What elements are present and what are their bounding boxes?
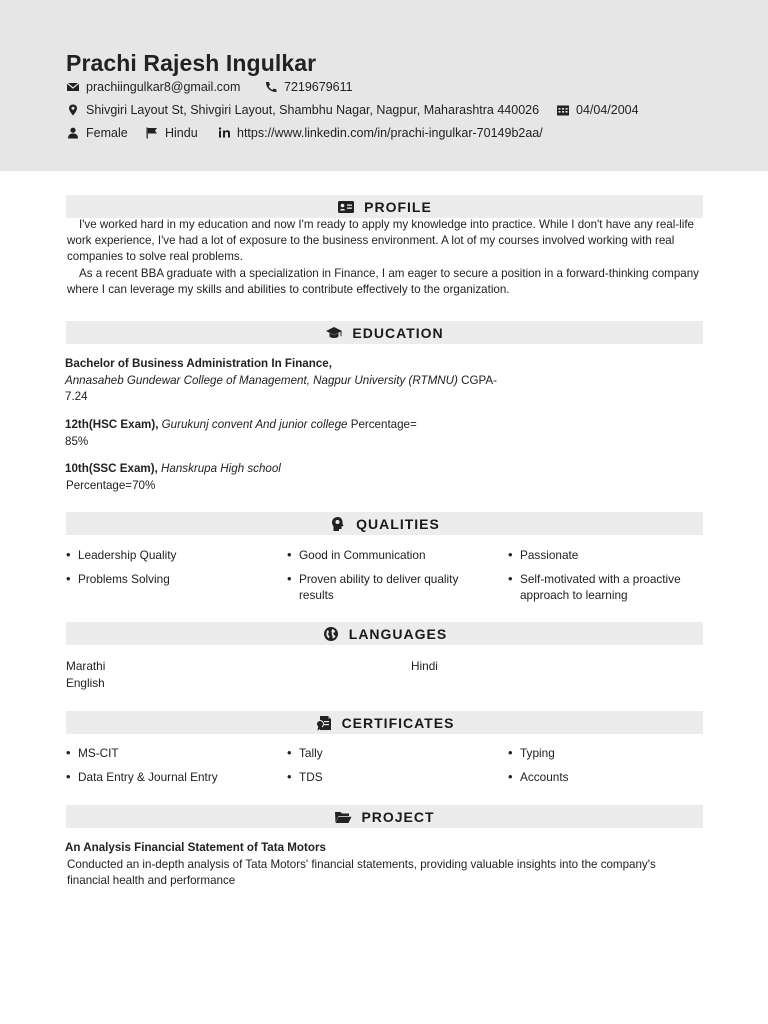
quality-text: Self-motivated with a proactive approach to learning: [520, 572, 681, 602]
list-item: • MS-CIT: [66, 745, 119, 760]
score-label: CGPA-: [457, 373, 497, 387]
address-line: [66, 103, 539, 117]
email-line: [66, 80, 240, 94]
linkedin-url[interactable]: https://www.linkedin.com/in/prachi-ingulkar-70149b2aa/: [237, 126, 543, 140]
score-value: 85%: [65, 434, 89, 448]
list-item: • Problems Solving: [66, 571, 170, 586]
score-label: Percentage=: [347, 418, 417, 431]
list-item: • Tally: [287, 745, 323, 760]
institution-name: Gurukunj convent And junior college: [161, 418, 348, 431]
person-icon: [66, 127, 80, 139]
education-item: [65, 417, 465, 450]
list-item: • TDS: [287, 769, 323, 784]
phone-text[interactable]: 7219679611: [284, 80, 353, 94]
score-value: Percentage=70%: [66, 478, 156, 492]
project-section-header: [66, 805, 703, 828]
list-item: • Accounts: [508, 769, 569, 784]
education-item: [65, 461, 465, 494]
quality-text: Leadership Quality: [78, 548, 177, 562]
project-name: An Analysis Financial Statement of Tata Motors: [65, 841, 326, 854]
language-item: English: [66, 676, 105, 690]
institution-name: Hanskrupa High school: [161, 462, 281, 475]
graduation-cap-icon: [325, 325, 343, 341]
religion-text: Hindu: [165, 126, 198, 140]
certificate-text: Tally: [299, 746, 323, 760]
list-item: • Good in Communication: [287, 547, 426, 562]
institution-name: Annasaheb Gundewar College of Management, Nagpur University (RTMNU): [65, 373, 458, 387]
language-item: Marathi: [66, 659, 106, 673]
folder-open-icon: [334, 809, 352, 825]
religion-line: [145, 126, 198, 140]
quality-text: Passionate: [520, 548, 579, 562]
languages-title: LANGUAGES: [348, 625, 448, 642]
calendar-icon: [556, 104, 570, 116]
envelope-icon: [66, 81, 80, 93]
qualities-section-header: [66, 512, 703, 535]
certificate-text: Accounts: [520, 770, 569, 784]
phone-icon: [264, 81, 278, 93]
phone-line: [264, 80, 353, 94]
list-item: • Leadership Quality: [66, 547, 177, 562]
language-item: Hindi: [411, 659, 438, 673]
dob-line: [556, 103, 639, 117]
certificate-text: Typing: [520, 746, 555, 760]
languages-section-header: [66, 622, 703, 645]
list-item: • Typing: [508, 745, 555, 760]
profile-summary: [67, 217, 707, 298]
resume-header: [0, 0, 768, 171]
project-item: [65, 840, 705, 890]
certificate-text: MS-CIT: [78, 746, 119, 760]
certificate-icon: [315, 715, 333, 731]
list-item: • Passionate: [508, 547, 579, 562]
flag-icon: [145, 127, 159, 139]
address-text: Shivgiri Layout St, Shivgiri Layout, Shambhu Nagar, Nagpur, Maharashtra 440026: [86, 103, 540, 117]
degree-name: Bachelor of Business Administration In Finance,: [65, 357, 332, 370]
quality-text: Problems Solving: [78, 572, 170, 586]
quality-text: Good in Communication: [299, 548, 426, 562]
score-value: 7.24: [65, 390, 88, 403]
gender-line: [66, 126, 128, 140]
profile-paragraph-2: As a recent BBA graduate with a specialization in Finance, I am eager to secure a position in a forward-thinking company where I can leverage my skills and abilities to contribute effectively to the organization.: [67, 266, 699, 296]
list-item: • Proven ability to deliver quality results: [287, 571, 459, 602]
certificate-text: TDS: [299, 770, 323, 784]
profile-title: PROFILE: [364, 198, 432, 215]
gender-text: Female: [86, 126, 128, 140]
head-brain-icon: [329, 516, 347, 532]
degree-name: 10th(SSC Exam),: [65, 462, 158, 475]
email-text[interactable]: prachiingulkar8@gmail.com: [86, 80, 241, 94]
education-item: [65, 356, 535, 406]
dob-text: 04/04/2004: [576, 103, 639, 117]
globe-icon: [322, 626, 340, 642]
certificates-title: CERTIFICATES: [341, 714, 455, 731]
education-section-header: [66, 321, 703, 344]
profile-section-header: [66, 195, 703, 218]
profile-paragraph-1: I've worked hard in my education and now I'm ready to apply my knowledge into practice. While I don't have any real-life work experience, I've had a lot of exposure to the business environment. A lot of my courses involved working with real companies to solve real problems.: [67, 218, 694, 264]
certificate-text: Data Entry & Journal Entry: [78, 770, 218, 784]
id-card-icon: [337, 199, 355, 215]
certificates-section-header: [66, 711, 703, 734]
project-description: Conducted an in-depth analysis of Tata Motors' financial statements, providing valuable insights into the company's financial health and performance: [67, 857, 656, 887]
linkedin-line: [218, 126, 543, 140]
list-item: • Self-motivated with a proactive approach to learning: [508, 571, 681, 602]
qualities-title: QUALITIES: [356, 515, 440, 532]
linkedin-icon: [218, 127, 232, 139]
education-title: EDUCATION: [352, 324, 444, 341]
list-item: • Data Entry & Journal Entry: [66, 769, 218, 784]
project-title: PROJECT: [361, 808, 435, 825]
degree-name: 12th(HSC Exam),: [65, 418, 159, 431]
map-pin-icon: [66, 104, 80, 116]
candidate-name: Prachi Rajesh Ingulkar: [66, 50, 317, 76]
quality-text: Proven ability to deliver quality results: [299, 572, 459, 602]
